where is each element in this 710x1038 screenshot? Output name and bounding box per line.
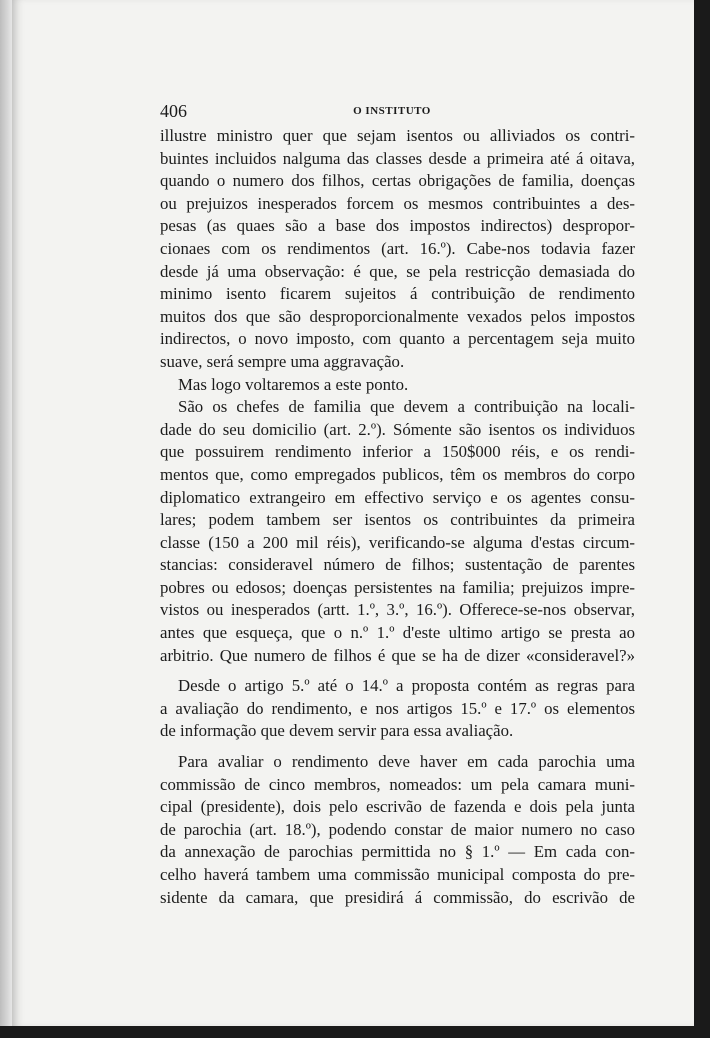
text-line: cipal (presidente), dois pelo escrivão de fazenda e dois pela junta — [160, 797, 635, 817]
body-text — [160, 125, 635, 909]
paragraph-4-last-line — [160, 720, 635, 743]
text-line: minimo isento ficarem sujeitos á contribuição de rendimento — [160, 284, 635, 304]
scan-border-right — [694, 0, 710, 1038]
text-line: lares; podem tambem ser isentos os contribuintes da primeira — [160, 510, 635, 530]
text-line: Mas logo voltaremos a este ponto. — [178, 374, 409, 394]
paragraph-1 — [160, 125, 635, 351]
text-line: dade do seu domicilio (art. 2.º). Sómente são isentos os individuos — [160, 419, 635, 439]
text-line: pobres ou edosos; doenças persistentes na familia; prejuizos impre- — [160, 577, 635, 597]
text-line: São os chefes de familia que devem a contribuição na locali- — [178, 397, 635, 417]
paragraph-4 — [160, 675, 635, 720]
text-line: celho haverá tambem uma commissão municipal composta do pre- — [160, 865, 635, 884]
text-line: commissão de cinco membros, nomeados: um pela camara muni- — [160, 774, 635, 794]
text-line: quando o numero dos filhos, certas obrigações de familia, doenças — [160, 171, 635, 191]
text-line: arbitrio. Que numero de filhos é que se ha de dizer «consideravel?» — [160, 645, 635, 665]
text-line: suave, será sempre uma aggravação. — [160, 351, 405, 371]
paragraph-5 — [160, 751, 635, 909]
text-line: muitos dos que são desproporcionalmente vexados pelos impostos — [160, 306, 635, 326]
text-line: a avaliação do rendimento, e nos artigos 15.º e 17.º os elementos — [160, 698, 635, 718]
text-line: buintes incluidos nalguma das classes desde a primeira até á oitava, — [160, 148, 635, 168]
page-header — [148, 101, 636, 123]
text-line: stancias: consideravel número de filhos; sustentação de parentes — [160, 555, 635, 575]
paragraph-1-last-line — [160, 351, 635, 374]
text-line: sidente da camara, que presidirá á commissão, do escrivão de — [160, 887, 635, 907]
text-line: de parochia (art. 18.º), podendo constar de maior numero no caso — [160, 819, 635, 839]
text-line: indirectos, o novo imposto, com quanto a percentagem seja muito — [160, 329, 635, 349]
text-line: vistos ou inesperados (artt. 1.º, 3.º, 16.º). Offerece-se-nos observar, — [160, 600, 635, 620]
text-line: mentos que, como empregados publicos, têm os membros do corpo — [160, 464, 635, 484]
scan-border-bottom — [0, 1026, 710, 1038]
text-line: ou prejuizos inesperados forcem os mesmos contribuintes a des- — [160, 193, 635, 213]
text-line: cionaes com os rendimentos (art. 16.º). Cabe-nos todavia fazer — [160, 238, 635, 258]
running-title: O INSTITUTO — [353, 105, 431, 117]
text-line: da annexação de parochias permittida no § 1.º — Em cada con- — [160, 842, 635, 862]
page-gutter-left — [0, 0, 12, 1038]
text-line: classe (150 a 200 mil réis), verificando-se alguma d'estas circum- — [160, 532, 635, 552]
paragraph-3 — [160, 396, 635, 667]
text-line: de informação que devem servir para essa avaliação. — [160, 721, 514, 741]
text-line: que possuirem rendimento inferior a 150$000 réis, e os rendi- — [160, 442, 635, 462]
page-number: 406 — [160, 101, 187, 121]
text-line: desde já uma observação: é que, se pela restricção demasiada do — [160, 261, 635, 281]
text-line: Desde o artigo 5.º até o 14.º a proposta contém as regras para — [178, 676, 635, 696]
text-line: Para avaliar o rendimento deve haver em cada parochia uma — [178, 752, 635, 772]
paragraph-2 — [160, 374, 635, 397]
text-line: pesas (as quaes são a base dos impostos indirectos) despropor- — [160, 216, 635, 236]
text-line: illustre ministro quer que sejam isentos ou alliviados os contri- — [160, 126, 635, 145]
text-line: antes que esqueça, que o n.º 1.º d'este ultimo artigo se presta ao — [160, 623, 635, 643]
text-line: diplomatico extrangeiro em effectivo serviço e os agentes consu- — [160, 487, 635, 507]
